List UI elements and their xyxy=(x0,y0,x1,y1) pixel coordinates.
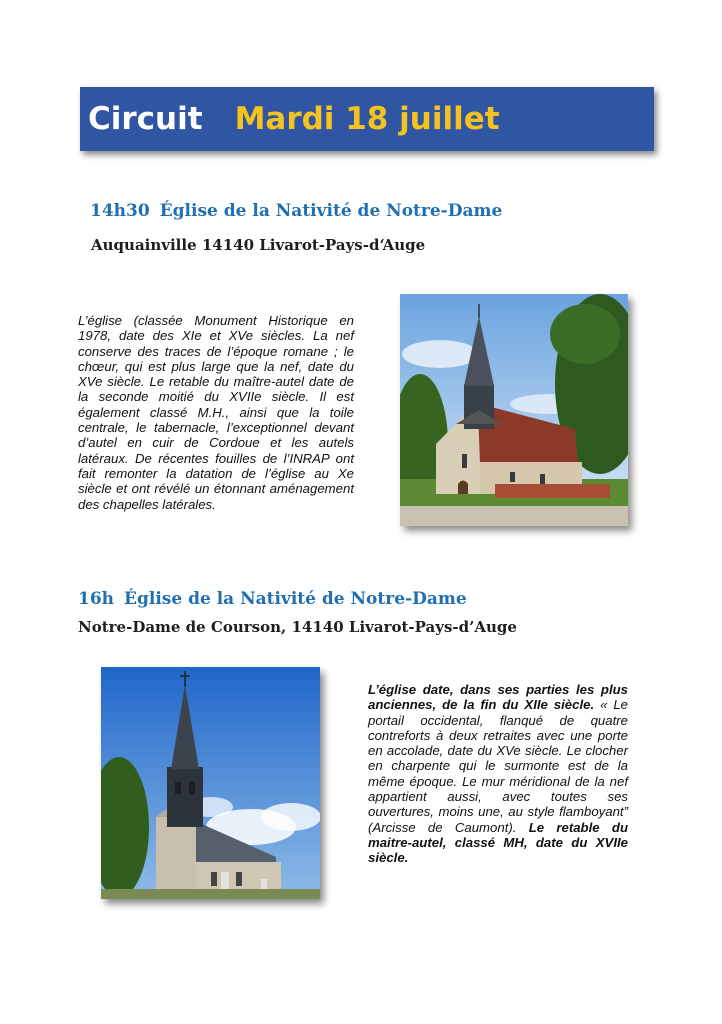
visit1-title: Église de la Nativité de Notre-Dame xyxy=(159,201,503,221)
visit1-time: 14h30 xyxy=(90,201,150,221)
title-banner xyxy=(80,87,654,151)
banner-date: Mardi 18 juillet xyxy=(234,101,500,137)
banner-circuit: Circuit xyxy=(88,101,203,137)
visit2-title: Église de la Nativité de Notre-Dame xyxy=(124,589,467,609)
visit1-heading xyxy=(90,201,502,221)
visit2-text-bold2: Le retable du maitre-autel, classé MH, date du XVIIe siècle. xyxy=(368,819,628,866)
visit1-description: L’église (classée Monument Historique en 1978, date des XIe et XVe siècles. La nef conserve des traces de l’époque romane ; le chœur, qui est plus large que la nef, date du XVe siècle. Le retable du maître-autel date de la seconde moitié du XVIIe siècle. Il est également classé M.H., ainsi que la toile centrale, le tabernacle, l’exceptionnel devant d’autel en cuir de Cordoue et les autels latéraux. De récentes fouilles de l’INRAP ont fait remonter la datation de l’église au Xe siècle et ont révélé un étonnant aménagement des chapelles latérales. xyxy=(78,313,354,512)
visit2-heading xyxy=(78,589,467,609)
visit1-address: Auquainville 14140 Livarot-Pays-d‘Auge xyxy=(91,236,426,254)
auquainville-church-photo xyxy=(400,294,628,526)
visit2-address: Notre-Dame de Courson, 14140 Livarot-Pays-d’Auge xyxy=(78,618,517,636)
visit2-text-normal1: « Le portail occidental, flanqué de quatre contreforts à deux retraites avec une porte en accolade, date du XVe siècle. Le clocher en charpente qui le surmonte est de la même époque. Le mur méridional de la nef appartient aussi, avec toutes ses ouvertures, moins une, au style flamboyant” (Arcisse de Caumont). xyxy=(368,697,628,835)
visit2-text-bold1: L’église date, dans ses parties les plus anciennes, de la fin du XIIe siècle. xyxy=(368,682,628,713)
courson-church-photo xyxy=(101,667,320,899)
visit2-description xyxy=(368,682,628,866)
visit2-time: 16h xyxy=(78,589,115,609)
